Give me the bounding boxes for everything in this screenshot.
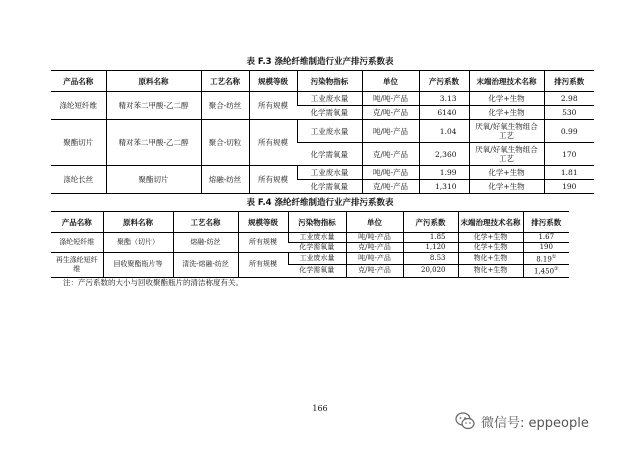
table-f4-title: 表 F.4 涤纶纤维制造行业产排污系数表 [246, 198, 394, 208]
tech-cell: 化学+生物 [458, 233, 523, 243]
product-cell: 涤纶短纤维 [51, 233, 103, 253]
table-row [51, 253, 569, 265]
pollutant-cell: 化学需氧量 [288, 265, 346, 277]
produce-coef-cell: 1.85 [403, 233, 458, 243]
produce-coef-cell: 1.04 [419, 120, 469, 143]
tech-cell: 化学+生物 [469, 106, 544, 120]
watermark [455, 411, 589, 431]
header-cell: 排污系数 [523, 212, 569, 233]
produce-coef-cell: 20,020 [403, 265, 458, 277]
tech-cell: 厌氧/好氧生物组合工艺 [469, 120, 544, 143]
unit-cell: 吨/吨-产品 [346, 233, 403, 243]
tech-cell: 化学+生物 [469, 166, 544, 180]
header-cell: 产污系数 [419, 71, 469, 92]
product-cell: 涤纶短纤维 [51, 92, 106, 120]
header-cell: 原料名称 [106, 71, 201, 92]
unit-cell: 克/吨-产品 [362, 106, 419, 120]
unit-cell: 吨/吨-产品 [362, 92, 419, 106]
emit-coef-cell: 2.98 [544, 92, 594, 106]
produce-coef-cell: 3.13 [419, 92, 469, 106]
scale-cell: 所有规模 [249, 92, 297, 120]
header-cell: 单位 [346, 212, 403, 233]
unit-cell: 克/吨-产品 [346, 243, 403, 253]
process-cell: 聚合-纺丝 [201, 92, 249, 120]
tech-cell: 物化+生物 [458, 265, 523, 277]
header-cell: 污染物指标 [297, 71, 362, 92]
emit-coef-cell: 530 [544, 106, 594, 120]
pollutant-cell: 工业废水量 [288, 233, 346, 243]
scale-cell: 所有规模 [238, 233, 288, 253]
emit-coef-cell: 0.99 [544, 120, 594, 143]
footnote-marker: ① [551, 254, 557, 260]
pollutant-cell: 工业废水量 [297, 92, 362, 106]
header-cell: 产品名称 [51, 71, 106, 92]
material-cell: 回收聚酯瓶片等 [103, 253, 173, 278]
product-cell: 再生涤纶短纤维 [51, 253, 103, 278]
emit-coef-cell: 190 [544, 180, 594, 194]
table-f3-title: 表 F.3 涤纶纤维制造行业产排污系数表 [246, 57, 394, 67]
product-cell: 涤纶长丝 [51, 166, 106, 194]
table-header-row [51, 71, 594, 92]
material-cell: 精对苯二甲酸-乙二醇 [106, 120, 201, 166]
emit-coef-value: 1,450 [533, 267, 555, 276]
unit-cell: 克/吨-产品 [362, 143, 419, 166]
header-cell: 工艺名称 [201, 71, 249, 92]
pollutant-cell: 化学需氧量 [297, 180, 362, 194]
process-cell: 清洗-熔融-纺丝 [173, 253, 238, 278]
table-note: 注：产污系数的大小与回收聚酯瓶片的清洁称度有关。 [63, 278, 243, 287]
table-header-row [51, 212, 569, 233]
pollutant-cell: 化学需氧量 [288, 243, 346, 253]
emit-coef-cell: 170 [544, 143, 594, 166]
unit-cell: 吨/吨-产品 [362, 166, 419, 180]
header-cell: 污染物指标 [288, 212, 346, 233]
header-cell: 规模等级 [249, 71, 297, 92]
pollutant-cell: 工业废水量 [288, 253, 346, 265]
product-cell: 聚酯切片 [51, 120, 106, 166]
scale-cell: 所有规模 [238, 253, 288, 278]
unit-cell: 克/吨-产品 [346, 265, 403, 277]
produce-coef-cell: 1,310 [419, 180, 469, 194]
process-cell: 熔融-纺丝 [173, 233, 238, 253]
header-cell: 末端治理技术名称 [469, 71, 544, 92]
tech-cell: 化学+生物 [458, 243, 523, 253]
unit-cell: 吨/吨-产品 [362, 120, 419, 143]
table-row [51, 233, 569, 243]
emit-coef-cell: 190 [523, 243, 569, 253]
tech-cell: 物化+生物 [458, 253, 523, 265]
tech-cell: 化学+生物 [469, 92, 544, 106]
material-cell: 聚酯切片 [106, 166, 201, 194]
table-f3 [51, 70, 594, 194]
table-f4 [51, 211, 569, 278]
tech-cell: 化学+生物 [469, 180, 544, 194]
tech-cell: 厌氧/好氧生物组合工艺 [469, 143, 544, 166]
header-cell: 单位 [362, 71, 419, 92]
material-cell: 聚酯（切片） [103, 233, 173, 253]
table-row [51, 120, 594, 143]
watermark-text: 微信号: eppeople [481, 415, 589, 431]
pollutant-cell: 化学需氧量 [297, 106, 362, 120]
footnote-marker: ① [554, 266, 559, 273]
table-row [51, 92, 594, 106]
pollutant-cell: 工业废水量 [297, 166, 362, 180]
process-cell: 熔融-纺丝 [201, 166, 249, 194]
emit-coef-cell: 1.67 [523, 233, 569, 243]
emit-coef-cell: 1.81 [544, 166, 594, 180]
process-cell: 聚合-切粒 [201, 120, 249, 166]
produce-coef-cell: 8.53 [403, 253, 458, 265]
header-cell: 产品名称 [51, 212, 103, 233]
header-cell: 排污系数 [544, 71, 594, 92]
scale-cell: 所有规模 [249, 120, 297, 166]
table-row [51, 166, 594, 180]
unit-cell: 吨/吨-产品 [346, 253, 403, 265]
header-cell: 末端治理技术名称 [458, 212, 523, 233]
emit-coef-cell [523, 253, 569, 265]
unit-cell: 克/吨-产品 [362, 180, 419, 194]
pollutant-cell: 化学需氧量 [297, 143, 362, 166]
produce-coef-cell: 1.99 [419, 166, 469, 180]
header-cell: 产污系数 [403, 212, 458, 233]
produce-coef-cell: 1,120 [403, 243, 458, 253]
pollutant-cell: 工业废水量 [297, 120, 362, 143]
emit-coef-cell [523, 265, 569, 277]
emit-coef-value: 8.19 [536, 255, 552, 264]
page-number: 166 [312, 404, 328, 413]
header-cell: 规模等级 [238, 212, 288, 233]
produce-coef-cell: 2,360 [419, 143, 469, 166]
produce-coef-cell: 6140 [419, 106, 469, 120]
material-cell: 精对苯二甲酸-乙二醇 [106, 92, 201, 120]
header-cell: 工艺名称 [173, 212, 238, 233]
wechat-icon [455, 411, 475, 431]
scale-cell: 所有规模 [249, 166, 297, 194]
header-cell: 原料名称 [103, 212, 173, 233]
